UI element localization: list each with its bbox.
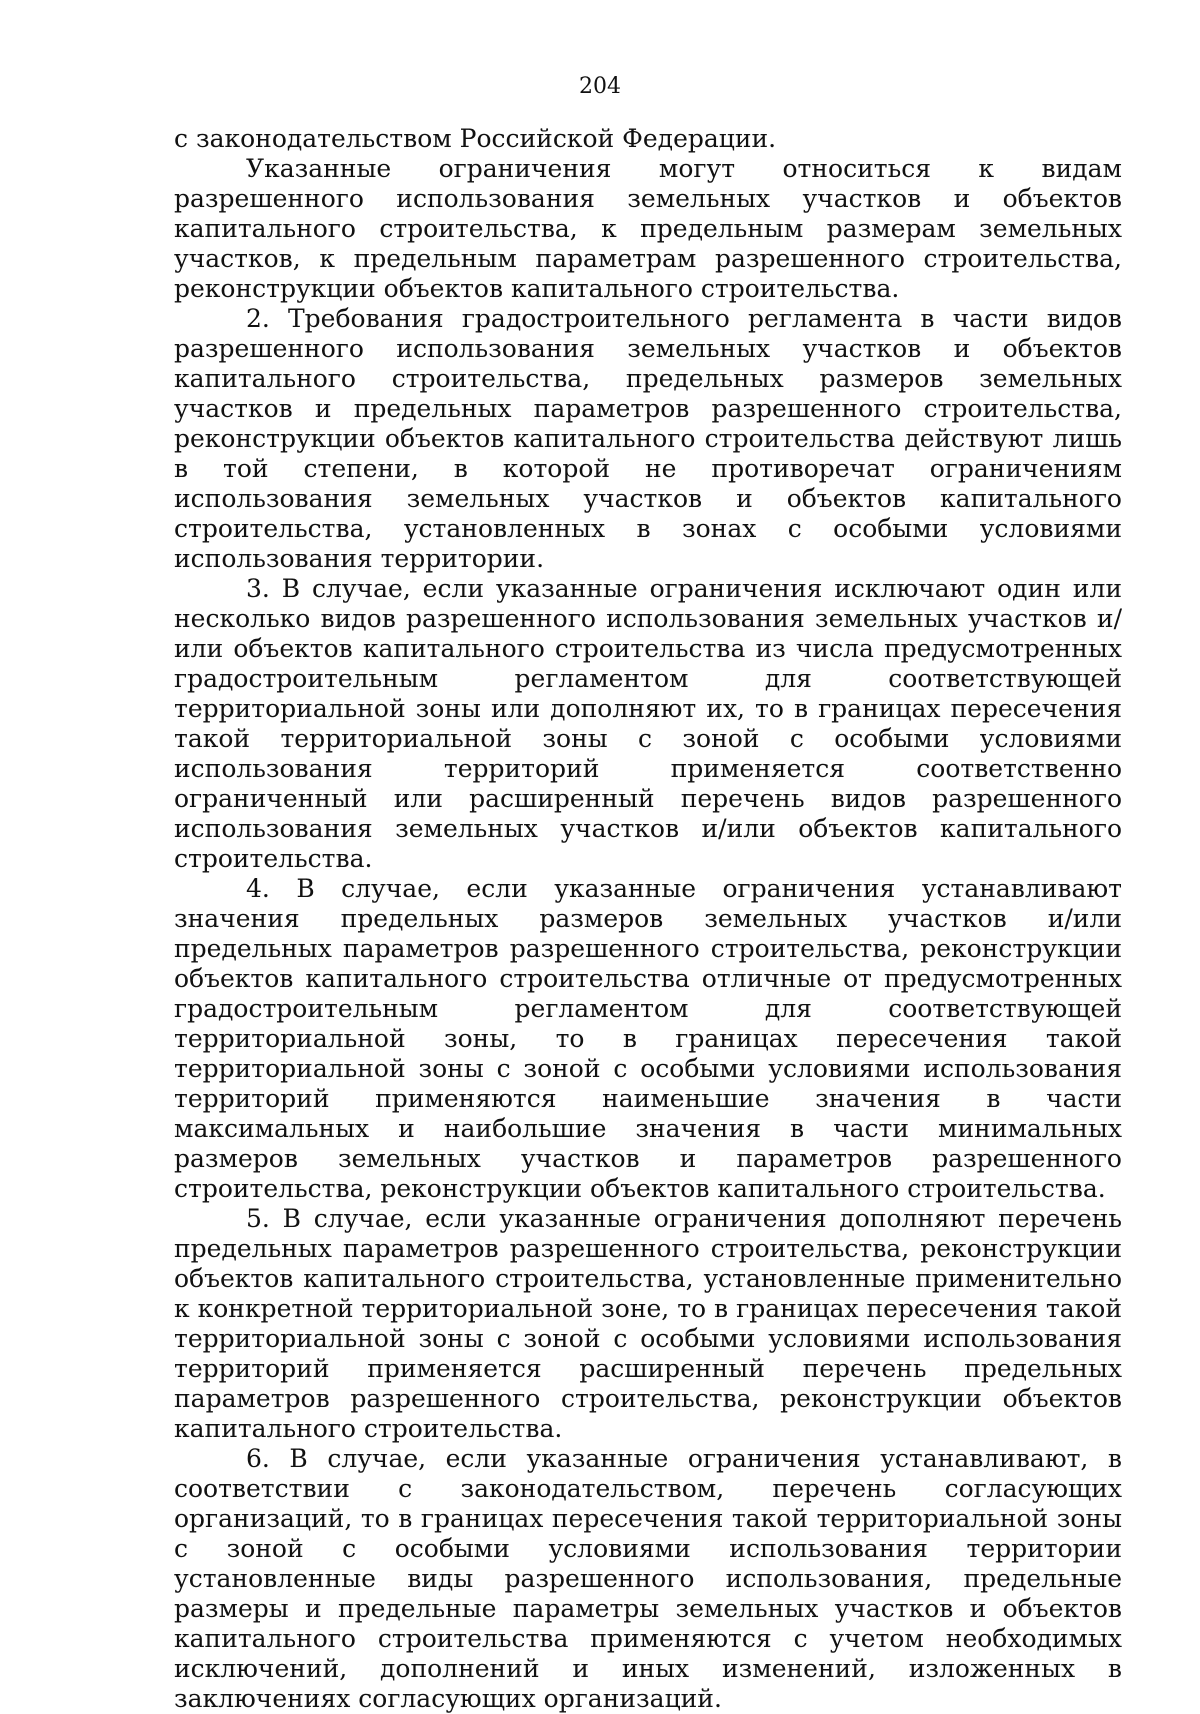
document-body [174, 124, 1122, 1714]
paragraph-item-5: 5. В случае, если указанные ограничения дополняют перечень предельных параметров разрешенного строительства, реконструкции объектов капитального строительства, установленные применительно к конкретной территориальной зоне, то в границах пересечения такой территориальной зоны с зоной с особыми условиями использования территорий применяется расширенный перечень предельных параметров разрешенного строительства, реконструкции объектов капитального строительства. [174, 1204, 1122, 1443]
paragraph-item-3: 3. В случае, если указанные ограничения исключают один или несколько видов разрешенного использования земельных участков и/или объектов капитального строительства из числа предусмотренных градостроительным регламентом для соответствующей территориальной зоны или дополняют их, то в границах пересечения такой территориальной зоны с зоной с особыми условиями использования территорий применяется соответственно ограниченный или расширенный перечень видов разрешенного использования земельных участков и/или объектов капитального строительства. [174, 574, 1122, 873]
paragraph-restrictions-intro: Указанные ограничения могут относиться к видам разрешенного использования земельных участков и объектов капитального строительства, к предельным размерам земельных участков, к предельным параметрам разрешенного строительства, реконструкции объектов капитального строительства. [174, 154, 1122, 303]
paragraph-item-2: 2. Требования градостроительного регламента в части видов разрешенного использования земельных участков и объектов капитального строительства, предельных размеров земельных участков и предельных параметров разрешенного строительства, реконструкции объектов капитального строительства действуют лишь в той степени, в которой не противоречат ограничениям использования земельных участков и объектов капитального строительства, установленных в зонах с особыми условиями использования территории. [174, 304, 1122, 573]
page-number: 204 [579, 74, 621, 99]
paragraph-item-6: 6. В случае, если указанные ограничения устанавливают, в соответствии с законодательством, перечень согласующих организаций, то в границах пересечения такой территориальной зоны с зоной с особыми условиями использования территории установленные виды разрешенного использования, предельные размеры и предельные параметры земельных участков и объектов капитального строительства применяются с учетом необходимых исключений, дополнений и иных изменений, изложенных в заключениях согласующих организаций. [174, 1444, 1122, 1713]
paragraph-continuation: с законодательством Российской Федерации. [174, 124, 777, 153]
paragraph-item-4: 4. В случае, если указанные ограничения устанавливают значения предельных размеров земельных участков и/или предельных параметров разрешенного строительства, реконструкции объектов капитального строительства отличные от предусмотренных градостроительным регламентом для соответствующей территориальной зоны, то в границах пересечения такой территориальной зоны с зоной с особыми условиями использования территорий применяются наименьшие значения в части максимальных и наибольшие значения в части минимальных размеров земельных участков и параметров разрешенного строительства, реконструкции объектов капитального строительства. [174, 874, 1122, 1203]
